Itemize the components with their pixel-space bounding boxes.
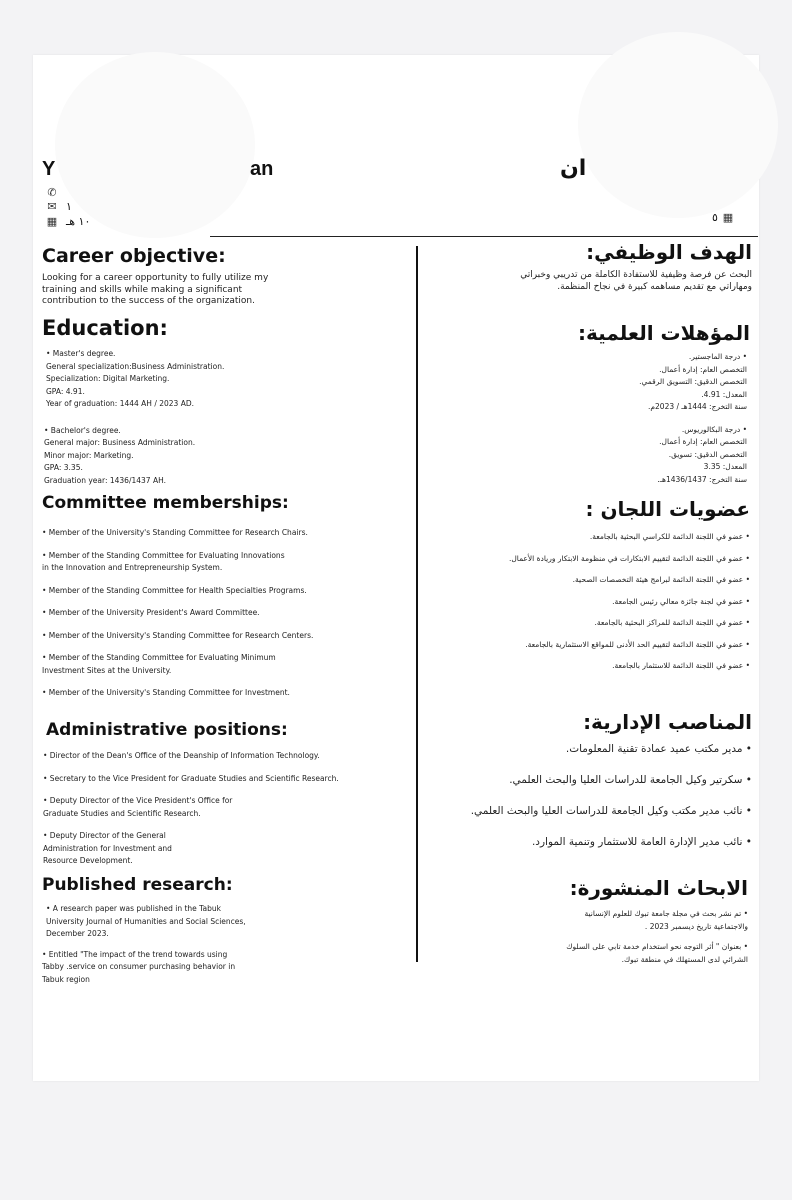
calendar-icon: ▦ — [722, 211, 734, 224]
phone-icon: ✆ — [47, 186, 57, 199]
section-title: Published research: — [42, 875, 233, 895]
masters-block: • Master's degree. General specialization:Business Administration. Specialization: Digital Marketing. GPA: 4.91. Year of graduation: 1444 AH / 2023 AD. — [46, 349, 225, 408]
section-title: الهدف الوظيفي: — [586, 240, 752, 264]
calendar-icon: ▦ — [46, 215, 58, 228]
masters-block: • درجة الماجستير. التخصص العام: إدارة أعمال. التخصص الدقيق: التسويق الرقمي. المعدل: 4.91. سنة التخرج: 1444هـ / 2023م. — [639, 352, 747, 411]
redaction-blob-left — [55, 52, 255, 238]
education-ar — [430, 321, 750, 486]
committees-ar: عضويات اللجان : • عضو في اللجنة الدائمة للكراسي البحثية بالجامعة. • عضو في اللجنة الدائمة لتقييم الابتكارات في منظومة الابتكار وريادة الأعمال. • عضو في اللجنة الدائمة لبرامج هيئة التخصصات الصحية. • عضو في لجنة جائزة معالي رئيس الجامعة. • عضو في اللجنة الدائمة للمراكز البحثية بالجامعة. • عضو في اللجنة الدائمة لتقييم الحد الأدنى للمواقع الاستثمارية بالجامعة. • عضو في اللجنة الدائمة للاستثمار بالجامعة. — [430, 497, 750, 673]
header-divider — [210, 236, 758, 237]
section-title: Administrative positions: — [46, 720, 288, 740]
name-arabic: ان — [560, 156, 587, 181]
section-title: Career objective: — [42, 245, 226, 267]
phone-line — [46, 186, 66, 199]
email-line: ✉ ١ — [47, 200, 72, 213]
positions-ar: المناصب الإدارية: • مدير مكتب عميد عمادة تقنية المعلومات. • سكرتير وكيل الجامعة للدراسات العليا والبحث العلمي. • نائب مدير مكتب وكيل الجامعة للدراسات العليا والبحث العلمي. • نائب مدير الإدارة العامة للاستثمار وتنمية الموارد. — [430, 710, 752, 849]
career-objective-ar — [430, 240, 752, 293]
objective-text: Looking for a career opportunity to fully utilize my training and skills while making a significant contribution to the success of the organization. — [42, 273, 269, 306]
section-title: المؤهلات العلمية: — [578, 321, 750, 345]
section-title: عضويات اللجان : — [585, 497, 750, 521]
career-objective-en — [42, 245, 402, 308]
committees-en: Committee memberships: • Member of the University's Standing Committee for Research Chairs. • Member of the Standing Committee for Evaluating Innovations in the Innovation and Entrepreneurship System. • Member of the Standing Committee for Health Specialties Programs. • Member of the University President's Award Committee. • Member of the University's Standing Committee for Research Centers. • Member of the Standing Committee for Evaluating Minimum Investment Sites at the University. • Member of the University's Standing Committee for Investment. — [42, 493, 402, 700]
research-ar: الابحاث المنشورة: • تم نشر بحث في مجلة جامعة تبوك للعلوم الإنسانية والاجتماعية تاريخ ديسمبر 2023 . • بعنوان " أثر التوجه نحو استخدام خدمة تابي على السلوك الشرائي لدى المستهلك في منطقة تبوك. — [430, 876, 748, 966]
education-en — [42, 316, 402, 487]
column-divider — [416, 246, 418, 962]
research-en: Published research: • A research paper was published in the Tabuk University Journal of Humanities and Social Sciences, December 2023. • Entitled "The impact of the trend towards using Tabby .service on consumer purchasing behavior in Tabuk region — [42, 875, 402, 986]
section-title: Committee memberships: — [42, 493, 289, 513]
email-icon: ✉ — [47, 200, 57, 213]
bachelors-block: • Bachelor's degree. General major: Business Administration. Minor major: Marketing. GPA: 3.35. Graduation year: 1436/1437 AH. — [44, 425, 196, 485]
bachelors-block: • درجة البكالوريوس. التخصص العام: إدارة أعمال. التخصص الدقيق: تسويق. المعدل: 3.35 سنة التخرج: 1436/1437هـ. — [657, 424, 747, 484]
section-title: Education: — [42, 316, 168, 340]
section-title: الابحاث المنشورة: — [569, 876, 748, 900]
objective-text: البحث عن فرصة وظيفية للاستفادة الكاملة من تدريبي وخبراتي ومهاراتي مع تقديم مساهمه كبيرة في نجاح المنظمة. — [520, 270, 752, 292]
date-line-right: ٥ ▦ — [712, 211, 734, 224]
positions-en: Administrative positions: • Director of the Dean's Office of the Deanship of Information Technology. • Secretary to the Vice President for Graduate Studies and Scientific Research. • Deputy Director of the Vice President's Office for Graduate Studies and Scientific Research. • Deputy Director of the General Administration for Investment and Resource Development. — [46, 720, 406, 868]
section-title: المناصب الإدارية: — [583, 710, 752, 734]
name-english: Y an — [42, 158, 274, 180]
date-line: ▦ ١٠ هـ — [46, 215, 91, 228]
redaction-blob-right — [578, 32, 778, 218]
